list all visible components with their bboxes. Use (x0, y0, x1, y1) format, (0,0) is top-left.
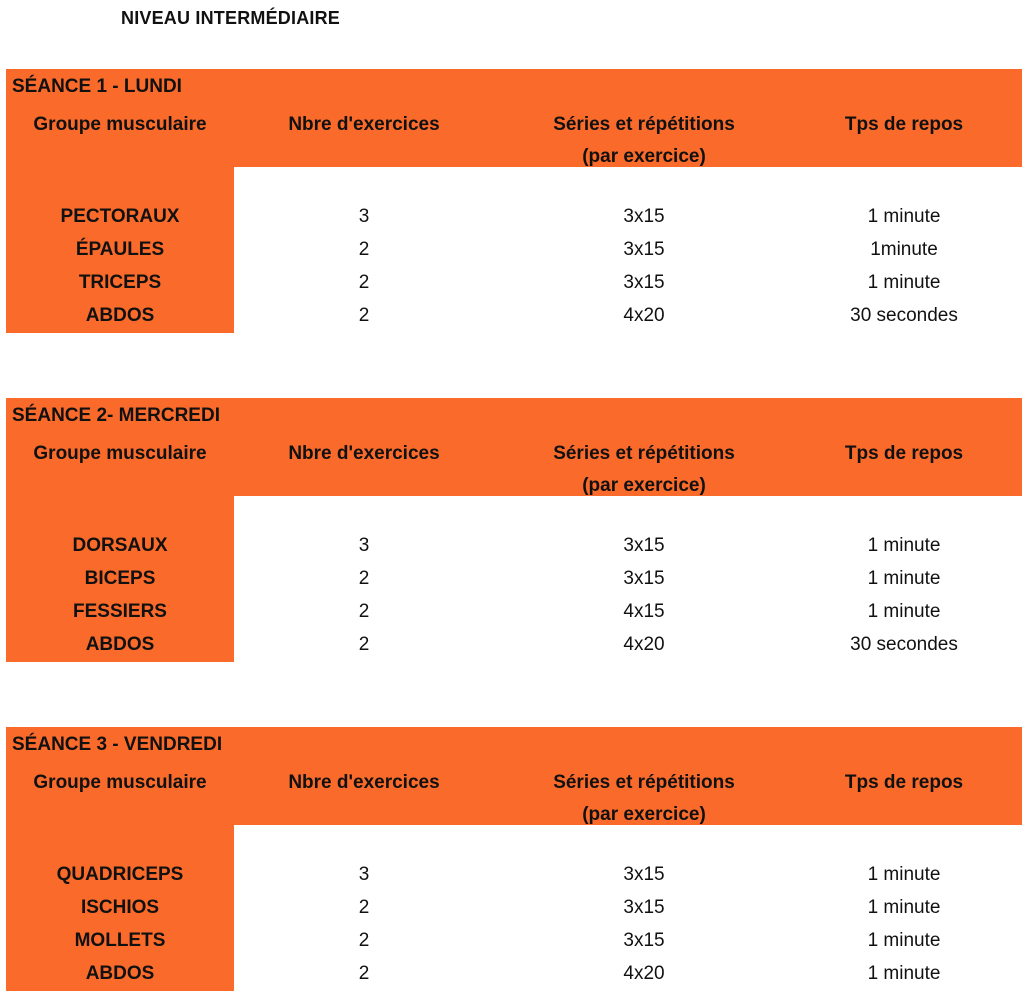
header-tps-repos: Tps de repos (844, 443, 964, 464)
header-tps-repos: Tps de repos (844, 772, 964, 793)
table-row (6, 891, 1022, 924)
header-group-musculaire: Groupe musculaire (33, 114, 207, 135)
table-row (6, 233, 1022, 266)
muscle-group-cell: PECTORAUX (60, 206, 180, 227)
series-reps-cell: 3x15 (623, 568, 665, 589)
series-reps-cell: 3x15 (623, 930, 665, 951)
rest-time-cell: 1 minute (867, 206, 941, 227)
series-reps-cell: 3x15 (623, 897, 665, 918)
muscle-group-cell: TRICEPS (78, 272, 162, 293)
rest-time-cell: 1 minute (867, 963, 941, 984)
muscle-group-cell: ÉPAULES (75, 239, 165, 260)
muscle-group-cell: ABDOS (85, 305, 155, 326)
series-reps-cell: 4x20 (623, 963, 665, 984)
rest-time-cell: 1minute (870, 239, 938, 260)
series-reps-cell: 3x15 (623, 239, 665, 260)
header-series-repetitions: Séries et répétitions (par exercice) (553, 443, 735, 496)
exercise-count-cell: 2 (358, 601, 370, 622)
table-row (6, 858, 1022, 891)
page-title: NIVEAU INTERMÉDIAIRE (121, 8, 341, 28)
header-series-repetitions: Séries et répétitions (par exercice) (553, 114, 735, 167)
rest-time-cell: 1 minute (867, 535, 941, 556)
muscle-group-cell: BICEPS (84, 568, 156, 589)
table-row (6, 529, 1022, 562)
muscle-group-cell: ISCHIOS (80, 897, 160, 918)
exercise-count-cell: 2 (358, 897, 370, 918)
rest-time-cell: 1 minute (867, 601, 941, 622)
rest-time-cell: 1 minute (867, 272, 941, 293)
session-title: SÉANCE 3 - VENDREDI (12, 734, 223, 755)
series-reps-cell: 4x20 (623, 305, 665, 326)
series-reps-cell: 3x15 (623, 864, 665, 885)
table-body (6, 200, 1022, 332)
exercise-count-cell: 2 (358, 272, 370, 293)
table-row (6, 924, 1022, 957)
header-series-repetitions: Séries et répétitions (par exercice) (553, 772, 735, 825)
header-nbre-exercices: Nbre d'exercices (288, 443, 440, 464)
header-nbre-exercices: Nbre d'exercices (288, 772, 440, 793)
exercise-count-cell: 2 (358, 568, 370, 589)
session-table (6, 398, 1022, 664)
exercise-count-cell: 2 (358, 239, 370, 260)
rest-time-cell: 30 secondes (850, 305, 958, 326)
table-row (6, 562, 1022, 595)
rest-time-cell: 1 minute (867, 930, 941, 951)
header-group-musculaire: Groupe musculaire (33, 443, 207, 464)
table-row (6, 299, 1022, 332)
series-reps-cell: 3x15 (623, 206, 665, 227)
exercise-count-cell: 3 (358, 864, 370, 885)
table-body (6, 858, 1022, 990)
table-row (6, 266, 1022, 299)
muscle-group-cell: MOLLETS (74, 930, 166, 951)
rest-time-cell: 30 secondes (850, 634, 958, 655)
session-title: SÉANCE 2- MERCREDI (12, 405, 220, 426)
header-tps-repos: Tps de repos (844, 114, 964, 135)
session-title: SÉANCE 1 - LUNDI (12, 76, 182, 97)
exercise-count-cell: 2 (358, 634, 370, 655)
table-row (6, 957, 1022, 990)
exercise-count-cell: 3 (358, 206, 370, 227)
muscle-group-cell: QUADRICEPS (56, 864, 184, 885)
series-reps-cell: 4x15 (623, 601, 665, 622)
series-reps-cell: 3x15 (623, 272, 665, 293)
session-table (6, 727, 1022, 993)
muscle-group-cell: ABDOS (85, 963, 155, 984)
exercise-count-cell: 3 (358, 535, 370, 556)
rest-time-cell: 1 minute (867, 864, 941, 885)
rest-time-cell: 1 minute (867, 897, 941, 918)
table-row (6, 200, 1022, 233)
exercise-count-cell: 2 (358, 963, 370, 984)
table-body (6, 529, 1022, 661)
exercise-count-cell: 2 (358, 305, 370, 326)
exercise-count-cell: 2 (358, 930, 370, 951)
header-group-musculaire: Groupe musculaire (33, 772, 207, 793)
table-row (6, 595, 1022, 628)
table-row (6, 628, 1022, 661)
header-nbre-exercices: Nbre d'exercices (288, 114, 440, 135)
muscle-group-cell: FESSIERS (73, 601, 167, 622)
series-reps-cell: 3x15 (623, 535, 665, 556)
rest-time-cell: 1 minute (867, 568, 941, 589)
muscle-group-cell: DORSAUX (72, 535, 168, 556)
session-table (6, 69, 1022, 335)
muscle-group-cell: ABDOS (85, 634, 155, 655)
series-reps-cell: 4x20 (623, 634, 665, 655)
